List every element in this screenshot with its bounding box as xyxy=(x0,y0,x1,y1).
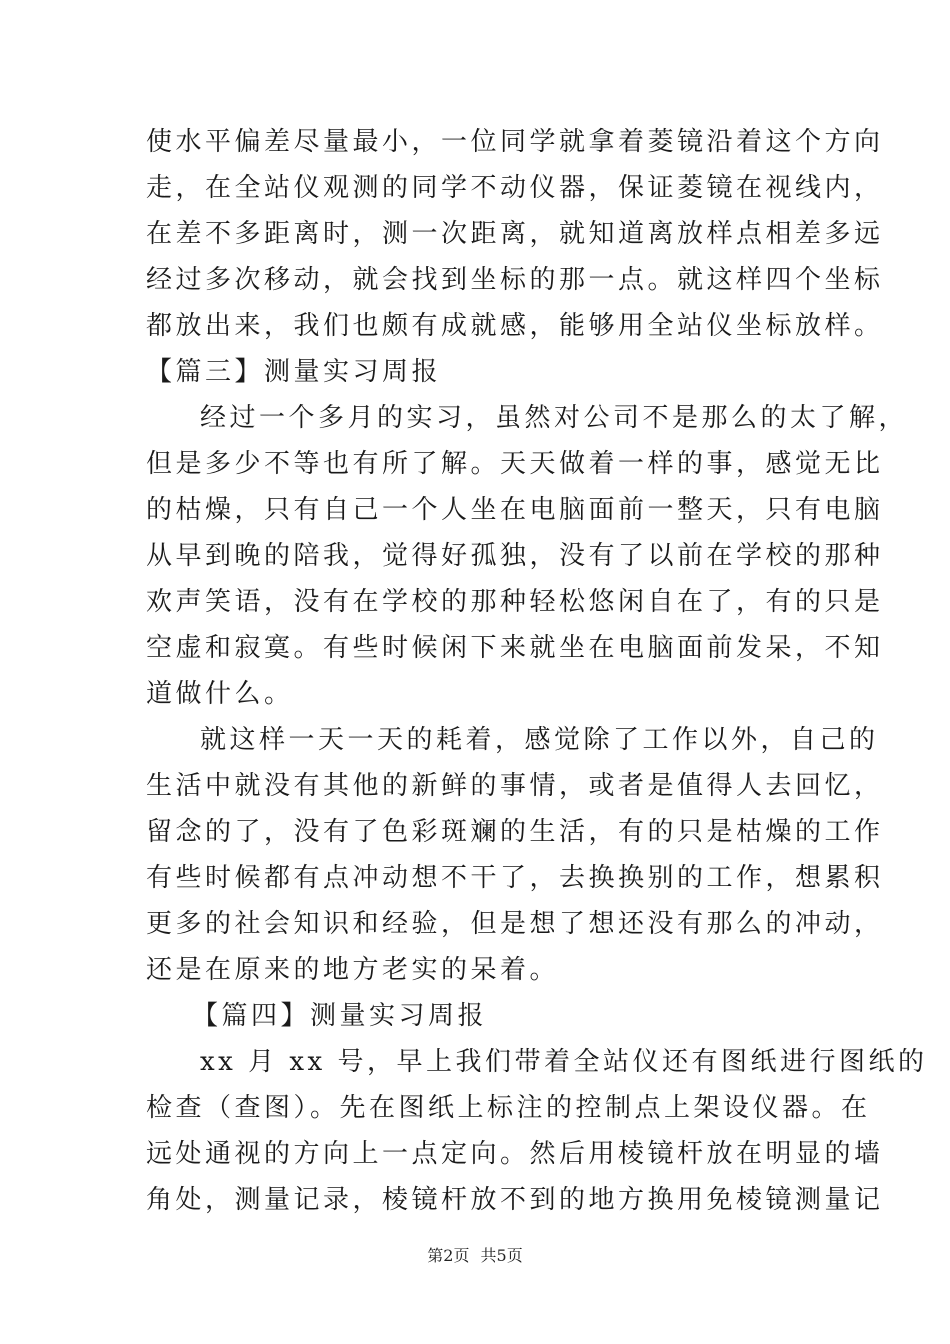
text-line: 经过一个多月的实习，虽然对公司不是那么的太了解， xyxy=(200,403,909,433)
text-line: 走，在全站仪观测的同学不动仪器，保证菱镜在视线内， xyxy=(146,173,884,203)
text-line: 但是多少不等也有所了解。天天做着一样的事，感觉无比 xyxy=(146,449,884,479)
text-line: 在差不多距离时，测一次距离，就知道离放样点相差多远 xyxy=(146,219,884,249)
text-line: 检查（查图）。先在图纸上标注的控制点上架设仪器。在 xyxy=(146,1093,871,1123)
text-line: 都放出来，我们也颇有成就感，能够用全站仪坐标放样。 xyxy=(146,311,884,341)
text-line: 的枯燥，只有自己一个人坐在电脑面前一整天，只有电脑 xyxy=(146,495,884,525)
page-number: 第2页 xyxy=(427,1246,470,1265)
text-line: 欢声笑语，没有在学校的那种轻松悠闲自在了，有的只是 xyxy=(146,587,884,617)
body-text xyxy=(146,119,928,1223)
text-line: 更多的社会知识和经验，但是想了想还没有那么的冲动， xyxy=(146,909,884,939)
text-line: 经过多次移动，就会找到坐标的那一点。就这样四个坐标 xyxy=(146,265,884,295)
page-footer xyxy=(0,1243,950,1266)
text-line: 留念的了，没有了色彩斑斓的生活，有的只是枯燥的工作 xyxy=(146,817,884,847)
text-line: 还是在原来的地方老实的呆着。 xyxy=(146,955,560,985)
text-line: 远处通视的方向上一点定向。然后用棱镜杆放在明显的墙 xyxy=(146,1139,884,1169)
text-line: 使水平偏差尽量最小，一位同学就拿着菱镜沿着这个方向 xyxy=(146,127,884,157)
text-line: 有些时候都有点冲动想不干了，去换换别的工作，想累积 xyxy=(146,863,884,893)
text-line: 角处，测量记录，棱镜杆放不到的地方换用免棱镜测量记 xyxy=(146,1185,884,1215)
text-line: 从早到晚的陪我，觉得好孤独，没有了以前在学校的那种 xyxy=(146,541,884,571)
text-line: xx 月 xx 号，早上我们带着全站仪还有图纸进行图纸的 xyxy=(200,1047,928,1077)
section-heading-4: 【篇四】测量实习周报 xyxy=(192,1001,488,1031)
section-heading-3: 【篇三】测量实习周报 xyxy=(146,357,442,387)
page-total: 共5页 xyxy=(480,1246,523,1265)
text-line: 就这样一天一天的耗着，感觉除了工作以外，自己的 xyxy=(200,725,879,755)
text-line: 生活中就没有其他的新鲜的事情，或者是值得人去回忆， xyxy=(146,771,884,801)
text-line: 道做什么。 xyxy=(146,679,294,709)
text-line: 空虚和寂寞。有些时候闲下来就坐在电脑面前发呆，不知 xyxy=(146,633,884,663)
